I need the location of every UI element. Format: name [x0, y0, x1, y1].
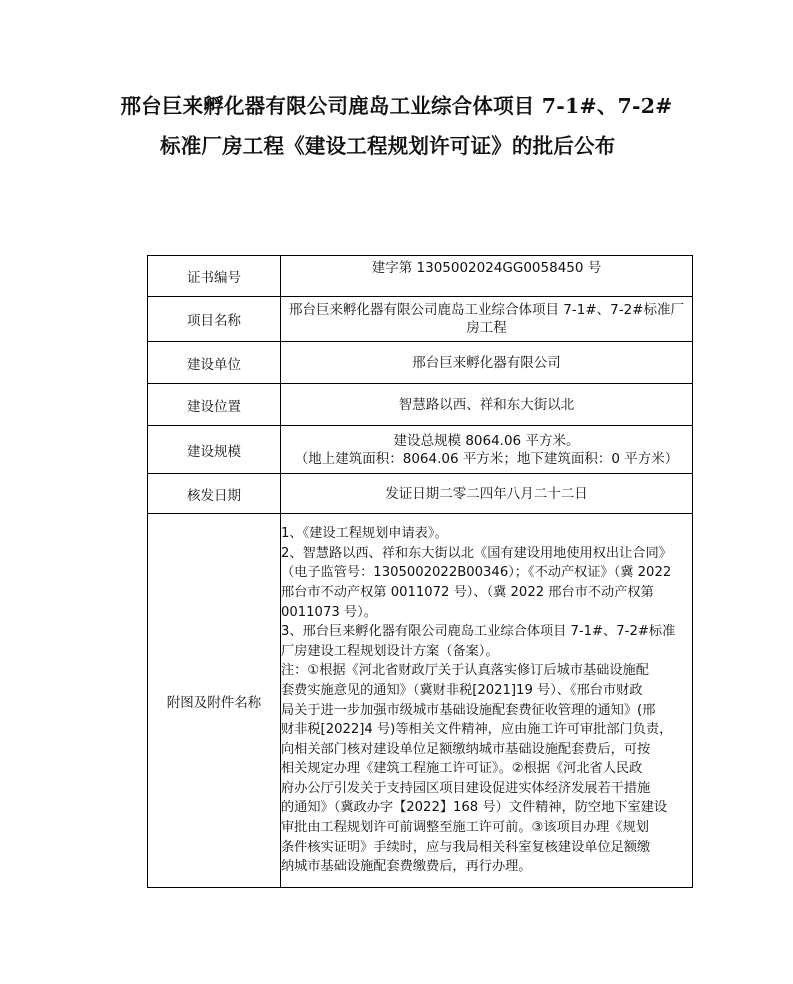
attachment-line: 审批由工程规划许可前调整至施工许可前。③该项目办理《规划	[281, 820, 649, 836]
attachment-line: 相关规定办理《建筑工程施工许可证》。②根据《河北省人民政	[281, 761, 643, 777]
attachment-line: 套费实施意见的通知》（冀财非税[2021]19 号）、《邢台市财政	[281, 682, 643, 698]
attachment-line: 的通知》（冀政办字【2022】168 号）文件精神，防空地下室建设	[281, 800, 668, 816]
row-attachments	[148, 514, 693, 888]
scale-value	[281, 426, 693, 474]
builder-value: 邢台巨来孵化器有限公司	[281, 342, 693, 384]
attachment-line: 1、《建设工程规划申请表》。	[281, 526, 448, 542]
page-title-line1: 邢台巨来孵化器有限公司鹿岛工业综合体项目 7-1#、7-2#	[120, 94, 673, 118]
attachments-value	[281, 514, 693, 888]
attachment-line: 纳城市基础设施配套费缴费后，再行办理。	[281, 859, 532, 875]
attachment-line: 注：①根据《河北省财政厅关于认真落实修订后城市基础设施配	[281, 663, 649, 679]
project-name-value	[281, 297, 693, 342]
cert-no-value: 建字第 1305002024GG0058450 号	[281, 256, 693, 297]
page-title-line2: 标准厂房工程《建设工程规划许可证》的批后公布	[160, 134, 616, 158]
location-label: 建设位置	[148, 384, 281, 426]
row-cert-no	[148, 256, 693, 297]
issue-date-value: 发证日期二零二四年八月二十二日	[281, 474, 693, 514]
attachment-line: 2、智慧路以西、祥和东大街以北《国有建设用地使用权出让合同》	[281, 545, 672, 561]
attachment-line: 局关于进一步加强市级城市基础设施配套费征收管理的通知》(邢	[281, 702, 656, 718]
project-name-label: 项目名称	[148, 297, 281, 342]
attachment-line: 厂房建设工程规划设计方案（备案）。	[281, 643, 499, 659]
attachment-line: 向相关部门核对建设单位足额缴纳城市基础设施配套费后，可按	[281, 741, 651, 757]
scale-label: 建设规模	[148, 426, 281, 474]
issue-date-label: 核发日期	[148, 474, 281, 514]
attachment-line: 0011073 号）。	[281, 604, 377, 620]
project-name-line1: 邢台巨来孵化器有限公司鹿岛工业综合体项目 7-1#、7-2#标准厂	[288, 302, 684, 318]
scale-line2: （地上建筑面积：8064.06 平方米；地下建筑面积：0 平方米）	[294, 450, 679, 467]
certificate-table	[147, 255, 693, 888]
row-builder	[148, 342, 693, 384]
location-value: 智慧路以西、祥和东大街以北	[281, 384, 693, 426]
attachment-line: 府办公厅引发关于支持园区项目建设促进实体经济发展若干措施	[281, 780, 651, 796]
row-location	[148, 384, 693, 426]
attachment-line: 邢台市不动产权第 0011072 号）、（冀 2022 邢台市不动产权第	[281, 584, 654, 600]
row-issue-date	[148, 474, 693, 514]
attachment-line: 3、邢台巨来孵化器有限公司鹿岛工业综合体项目 7-1#、7-2#标准	[281, 624, 676, 640]
scale-line1: 建设总规模 8064.06 平方米。	[393, 432, 580, 449]
builder-label: 建设单位	[148, 342, 281, 384]
row-scale	[148, 426, 693, 474]
attachments-label: 附图及附件名称	[148, 514, 281, 888]
cert-no-label: 证书编号	[148, 256, 281, 297]
attachment-line: （电子监管号：1305002022B00346）；《不动产权证》（冀 2022	[281, 565, 672, 581]
attachment-line: 财非税[2022]4 号)等相关文件精神，应由施工许可审批部门负责，	[281, 722, 673, 738]
attachment-line: 条件核实证明》手续时，应与我局相关科室复核建设单位足额缴	[281, 839, 651, 855]
row-project-name	[148, 297, 693, 342]
project-name-line2: 房工程	[466, 320, 507, 336]
